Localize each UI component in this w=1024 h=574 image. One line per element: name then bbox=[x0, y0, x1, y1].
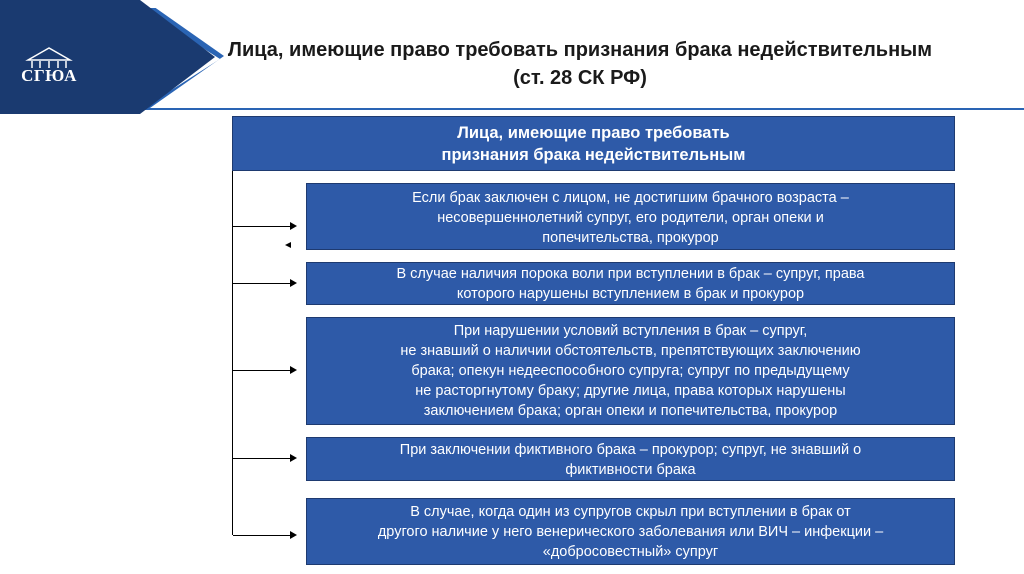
item-line: не знавший о наличии обстоятельств, препятствующих заключению bbox=[400, 343, 861, 359]
diagram-item-box bbox=[306, 437, 955, 481]
connector-arrow bbox=[233, 370, 295, 371]
logo-text: СГЮА bbox=[21, 66, 77, 85]
connector-arrow bbox=[233, 535, 295, 536]
logo bbox=[14, 44, 84, 92]
item-line: В случае наличия порока воли при вступлении в брак – супруг, права bbox=[396, 266, 865, 282]
item-line: фиктивности брака bbox=[565, 462, 696, 478]
item-line: заключением брака; орган опеки и попечительства, прокурор bbox=[423, 403, 838, 419]
page-title-line: (ст. 28 СК РФ) bbox=[513, 67, 647, 89]
header-banner bbox=[0, 0, 1024, 114]
item-line: брака; опекун недееспособного супруга; супруг по предыдущему bbox=[411, 363, 850, 379]
item-line: При заключении фиктивного брака – прокурор; супруг, не знавший о bbox=[399, 442, 862, 458]
item-line: Если брак заключен с лицом, не достигшим брачного возраста – bbox=[412, 190, 849, 206]
item-line: несовершеннолетний супруг, его родители, орган опеки и bbox=[437, 210, 824, 226]
item-line: «добросовестный» супруг bbox=[542, 544, 719, 560]
stray-arrowhead bbox=[285, 242, 291, 248]
item-line: другого наличие у него венерического заболевания или ВИЧ – инфекции – bbox=[377, 524, 884, 540]
page-title-line: Лица, имеющие право требовать признания брака недействительным bbox=[227, 39, 933, 61]
item-line: не расторгнутому браку; другие лица, права которых нарушены bbox=[415, 383, 846, 399]
main-box-line: Лица, имеющие право требовать bbox=[457, 124, 730, 142]
item-line: которого нарушены вступлением в брак и прокурор bbox=[456, 286, 805, 302]
page-title bbox=[150, 36, 1010, 92]
diagram-item-box bbox=[306, 262, 955, 305]
item-line: В случае, когда один из супругов скрыл при вступлении в брак от bbox=[410, 504, 851, 520]
diagram-item-box bbox=[306, 183, 955, 250]
connector-arrow bbox=[233, 226, 295, 227]
item-line: попечительства, прокурор bbox=[542, 230, 719, 246]
diagram-item-box bbox=[306, 317, 955, 425]
connector-arrow bbox=[233, 458, 295, 459]
item-line: При нарушении условий вступления в брак – супруг, bbox=[453, 323, 808, 339]
diagram-main-box bbox=[232, 116, 955, 171]
diagram-item-box bbox=[306, 498, 955, 565]
main-box-line: признания брака недействительным bbox=[441, 146, 746, 164]
connector-arrow bbox=[233, 283, 295, 284]
